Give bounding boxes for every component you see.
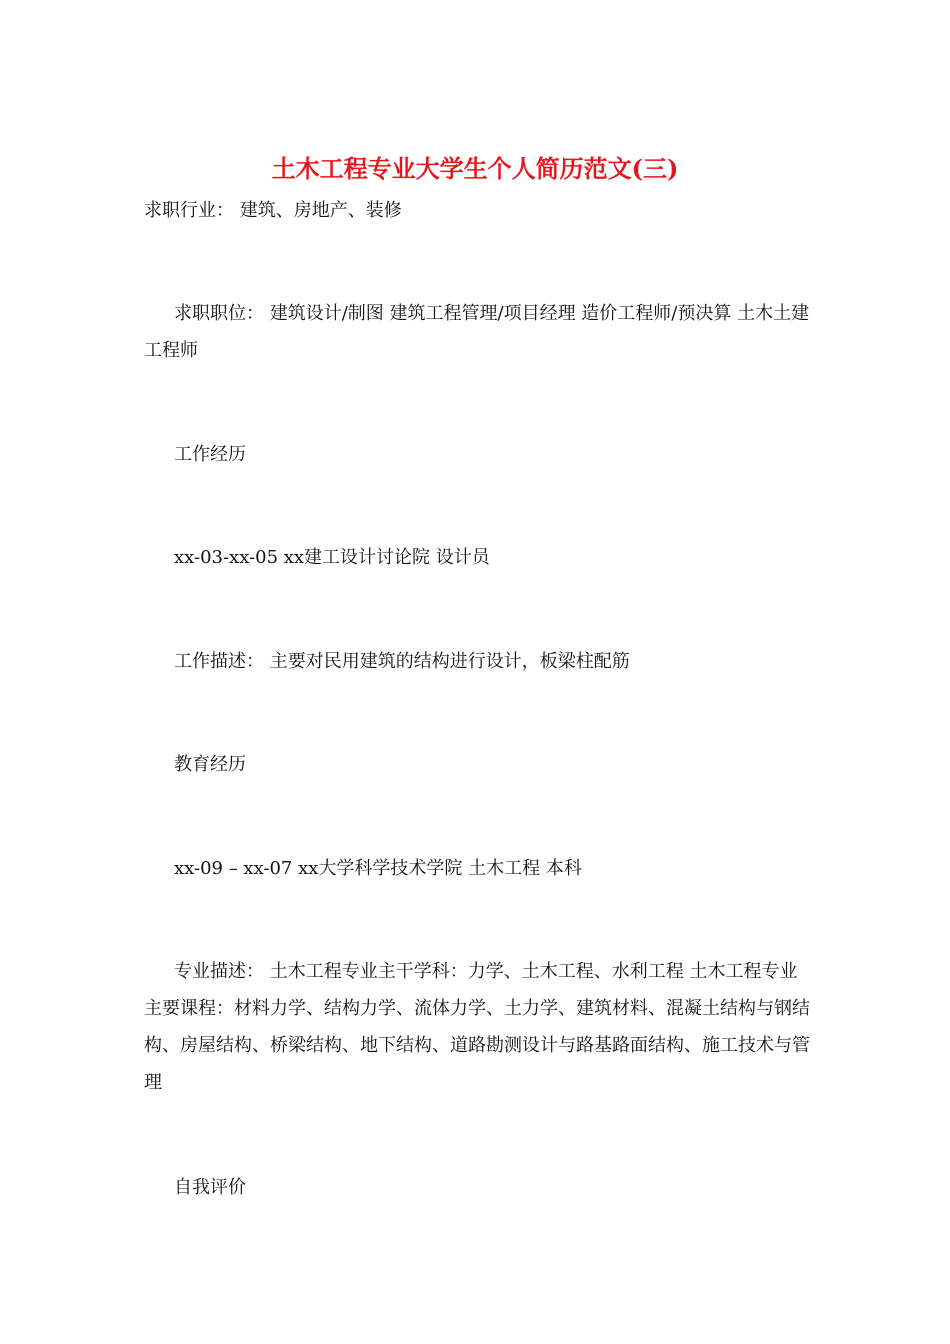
self-evaluation-heading: 自我评价 — [174, 1177, 246, 1198]
major-description-paragraph: 专业描述： 土木工程专业主干学科：力学、土木工程、水利工程 土木工程专业主要课程：材料力学、结构力学、流体力学、土力学、建筑材料、混凝土结构与钢结构、房屋结构、桥梁结构、地下结构、道路勘测设计与路基路面结构、施工技术与管理 — [144, 961, 810, 1093]
position-paragraph: 求职职位： 建筑设计/制图 建筑工程管理/项目经理 造价工程师/预决算 土木土建工程师 — [144, 303, 810, 361]
document-title: 土木工程专业大学生个人简历范文(三) — [271, 154, 679, 183]
education-entry: xx-09 – xx-07 xx大学科学技术学院 土木工程 本科 — [174, 858, 582, 879]
work-description: 工作描述： 主要对民用建筑的结构进行设计，板梁柱配筋 — [174, 651, 630, 672]
work-heading: 工作经历 — [174, 444, 246, 465]
industry-line: 求职行业： 建筑、房地产、装修 — [144, 200, 402, 221]
education-heading: 教育经历 — [174, 754, 246, 775]
work-entry: xx-03-xx-05 xx建工设计讨论院 设计员 — [174, 547, 490, 568]
